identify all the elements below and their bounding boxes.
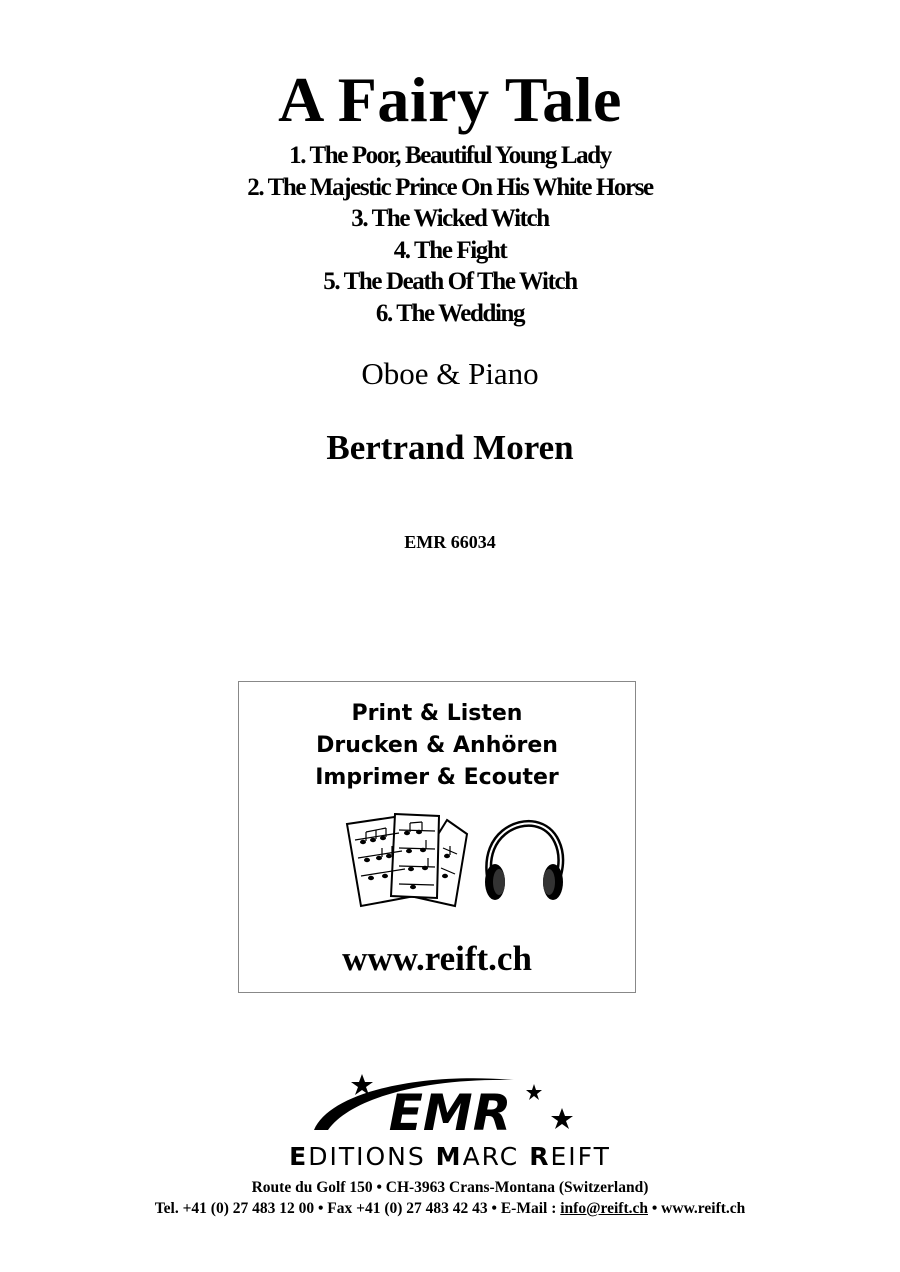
promo-line: Drucken & Anhören xyxy=(316,733,558,758)
movement-item: 1. The Poor, Beautiful Young Lady xyxy=(289,142,611,169)
publisher-word: ARC xyxy=(462,1142,530,1171)
movement-list xyxy=(0,140,900,329)
movement-item: 6. The Wedding xyxy=(375,299,525,327)
publisher-initial: R xyxy=(529,1142,551,1171)
promo-url: www.reift.ch xyxy=(342,939,532,978)
catalog-number: EMR 66034 xyxy=(404,532,496,552)
movement-item: 2. The Majestic Prince On His White Horse xyxy=(247,173,653,201)
movement-item: 4. The Fight xyxy=(393,236,507,264)
instrumentation: Oboe & Piano xyxy=(361,356,539,391)
sheet-music-icon xyxy=(347,814,467,906)
star-icon xyxy=(351,1074,373,1095)
publisher-address: Route du Golf 150 • CH-3963 Crans-Montana (Switzerland) xyxy=(251,1179,649,1196)
promo-illustration xyxy=(339,810,569,910)
publisher-name xyxy=(0,1140,900,1174)
email-link[interactable]: info@reift.ch xyxy=(560,1200,648,1217)
promo-text xyxy=(239,698,635,794)
star-icon xyxy=(526,1084,542,1100)
publisher-word: DITIONS xyxy=(308,1142,436,1171)
title: A Fairy Tale xyxy=(278,64,622,135)
publisher-contact xyxy=(0,1199,900,1219)
publisher-initial: E xyxy=(289,1142,309,1171)
publisher-word: EIFT xyxy=(550,1142,611,1171)
contact-phone-fax: Tel. +41 (0) 27 483 12 00 • Fax +41 (0) 27 483 42 43 • E-Mail : xyxy=(154,1200,561,1217)
promo-line: Print & Listen xyxy=(351,701,523,726)
contact-website: • www.reift.ch xyxy=(648,1200,746,1217)
headphones-icon xyxy=(485,823,563,900)
promo-line: Imprimer & Ecouter xyxy=(315,765,559,790)
movement-item: 5. The Death Of The Witch xyxy=(323,268,577,295)
logo-mark: EMR xyxy=(388,1084,512,1142)
movement-item: 3. The Wicked Witch xyxy=(351,205,549,232)
composer: Bertrand Moren xyxy=(326,428,574,467)
publisher-initial: M xyxy=(435,1142,463,1171)
star-icon xyxy=(551,1108,573,1129)
print-listen-box xyxy=(238,681,636,993)
emr-logo xyxy=(300,1072,600,1142)
